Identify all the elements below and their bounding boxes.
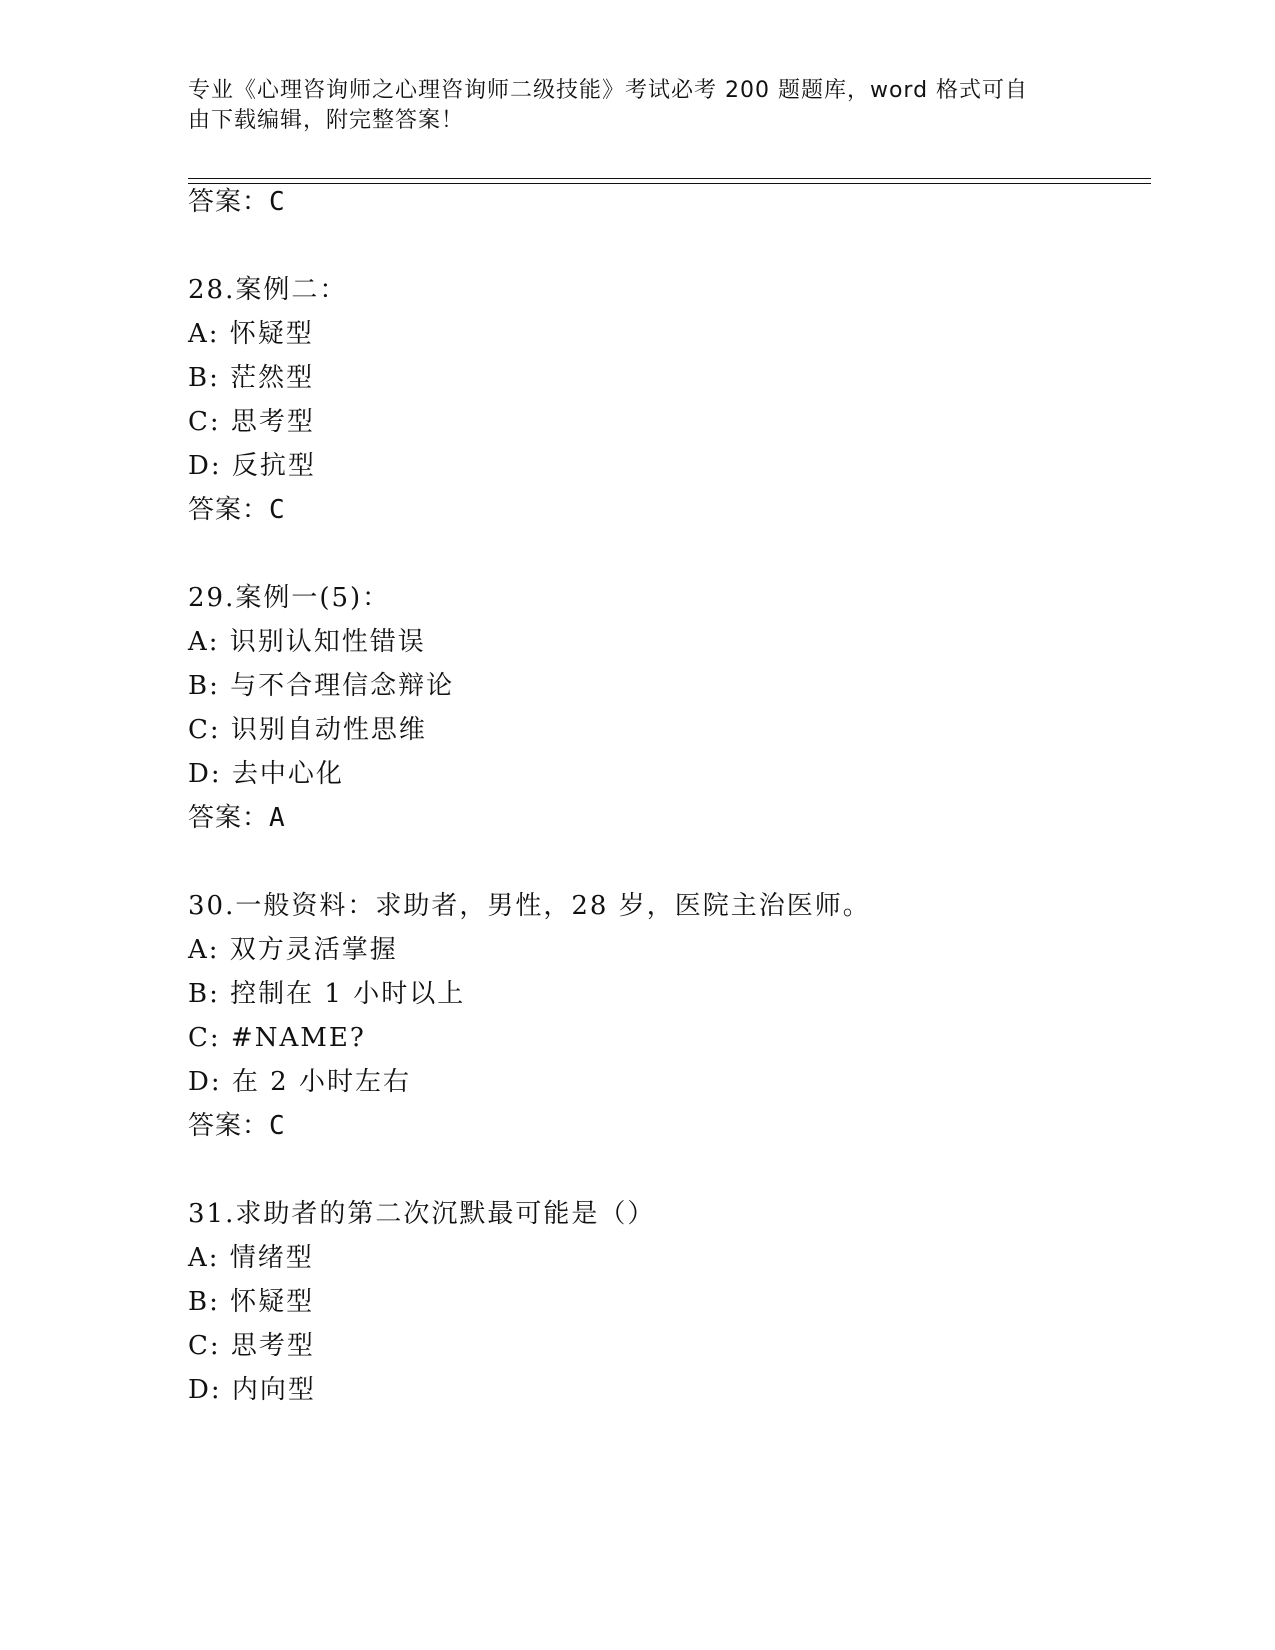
q31-option-d: D: 内向型 — [188, 1375, 316, 1405]
q28-answer — [188, 494, 286, 526]
q29-option-c: C: 识别自动性思维 — [188, 715, 427, 745]
answer-label: 答案： — [188, 803, 270, 833]
answer-value: C — [269, 495, 286, 525]
q30-answer — [188, 1110, 286, 1142]
q30-option-b: B: 控制在 1 小时以上 — [188, 979, 466, 1009]
question-29: 29.案例一(5)： — [188, 583, 391, 613]
answer-value: C — [269, 187, 286, 217]
answer-line — [188, 186, 286, 218]
document-header — [188, 76, 1068, 136]
answer-label: 答案： — [188, 495, 270, 525]
header-divider-bottom — [188, 183, 1151, 184]
q30-option-c: C: #NAME? — [188, 1023, 366, 1053]
header-line-2: 由下载编辑，附完整答案！ — [188, 108, 465, 133]
q29-answer — [188, 802, 286, 834]
q28-option-a: A: 怀疑型 — [188, 319, 314, 349]
q30-option-a: A: 双方灵活掌握 — [188, 935, 398, 965]
header-divider-top — [188, 178, 1151, 179]
question-30: 30.一般资料：求助者，男性，28 岁，医院主治医师。 — [188, 891, 871, 921]
q30-option-d: D: 在 2 小时左右 — [188, 1067, 411, 1097]
answer-label: 答案： — [188, 187, 270, 217]
q29-option-d: D: 去中心化 — [188, 759, 344, 789]
q28-option-d: D: 反抗型 — [188, 451, 316, 481]
answer-value: C — [269, 1111, 286, 1141]
header-line-1: 专业《心理咨询师之心理咨询师二级技能》考试必考 200 题题库，word 格式可自 — [188, 78, 1029, 103]
q29-option-a: A: 识别认知性错误 — [188, 627, 426, 657]
q31-option-a: A: 情绪型 — [188, 1243, 314, 1273]
question-31: 31.求助者的第二次沉默最可能是（） — [188, 1199, 656, 1229]
q31-option-c: C: 思考型 — [188, 1331, 315, 1361]
q31-option-b: B: 怀疑型 — [188, 1287, 315, 1317]
q29-option-b: B: 与不合理信念辩论 — [188, 671, 455, 701]
q28-option-c: C: 思考型 — [188, 407, 315, 437]
q28-option-b: B: 茫然型 — [188, 363, 315, 393]
answer-value: A — [269, 803, 286, 833]
question-28: 28.案例二： — [188, 275, 348, 305]
answer-label: 答案： — [188, 1111, 270, 1141]
